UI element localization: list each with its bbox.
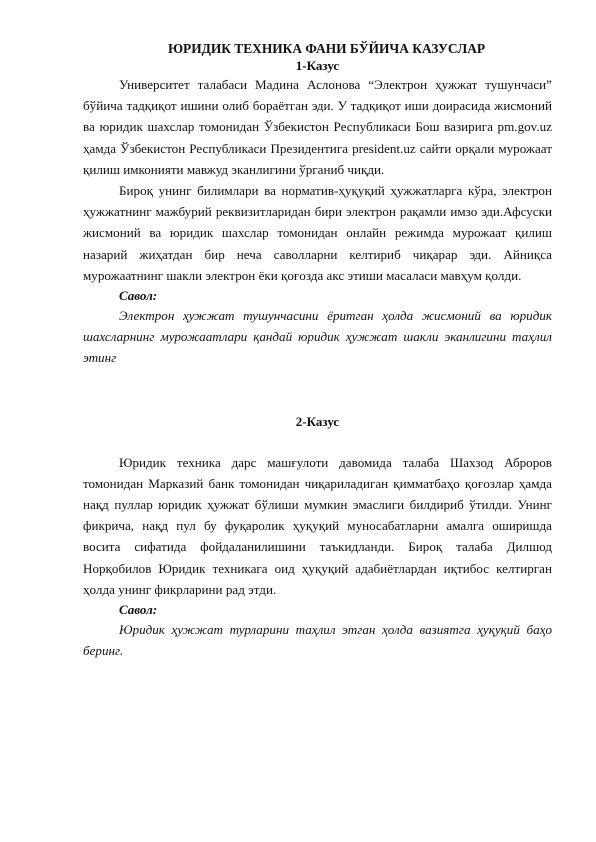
case-paragraph: Бироқ унинг билимлари ва норматив-ҳуқуқий ҳужжатларга кўра, электрон ҳужжатнинг мажбурий реквизитларидан бири электрон рақамли имзо эди.Афсуски жисмоний ва юридик шахслар томонидан онлайн режимда мурожаат қилиш назарий жиҳатдан бир неча саволларни келтириб чиқарар эди. Айниқса мурожаатнинг шакли электрон ёки қоғозда акс этиши масаласи мавҳум қолди. (83, 183, 552, 283)
case-heading: 2-Казус (295, 413, 340, 429)
case-paragraph: Юридик техника дарс машғулоти давомида талаба Шахзод Аброров томонидан Марказий банк томонидан чиқариладиган қимматбаҳо қоғозлар ҳамда нақд пуллар юридик ҳужжат бўлиши мумкин эмаслиги билдириб ўтилди. Унинг фикрича, нақд пул бу фуқаролик ҳуқуқий муносабатларни амалга оширишда восита сифатида фойдаланилишини таъкидланди. Бироқ талаба Дилшод Норқобилов Юридик техникага оид ҳуқуқий адабиётлардан иқтибос келтирган ҳолда унинг фикрларини рад этди. (83, 454, 552, 597)
heading-spacer (83, 430, 552, 452)
section-spacer (83, 369, 552, 413)
case-2 (83, 413, 552, 662)
question-label: Савол: (119, 602, 158, 618)
question-label: Савол: (119, 288, 158, 304)
question-text: Юридик ҳужжат турларини таҳлил этган ҳолда вазиятга ҳуқуқий баҳо беринг. (83, 622, 552, 659)
case-paragraph: Университет талабаси Мадина Аслонова “Электрон ҳужжат тушунчаси” бўйича тадқиқот ишини олиб бораётган эди. У тадқиқот иши доирасида жисмоний ва юридик шахслар томонидан Ўзбекистон Республикаси Бош вазирига pm.gov.uz ҳамда Ўзбекистон Республикаси Президентига president.uz сайти орқали мурожаат қилиш имконияти мавжуд эканлигини ўрганиб чиқди. (83, 77, 552, 177)
case-heading: 1-Казус (295, 58, 340, 73)
document-page (83, 40, 552, 661)
question-text: Электрон ҳужжат тушунчасини ёритган ҳолда жисмоний ва юридик шахсларнинг мурожаатлари қандай юридик ҳужжат шакли эканлигини таҳлил этинг (83, 308, 552, 366)
case-1 (83, 57, 552, 369)
document-title: ЮРИДИК ТЕХНИКА ФАНИ БЎЙИЧА КАЗУСЛАР (167, 41, 486, 56)
